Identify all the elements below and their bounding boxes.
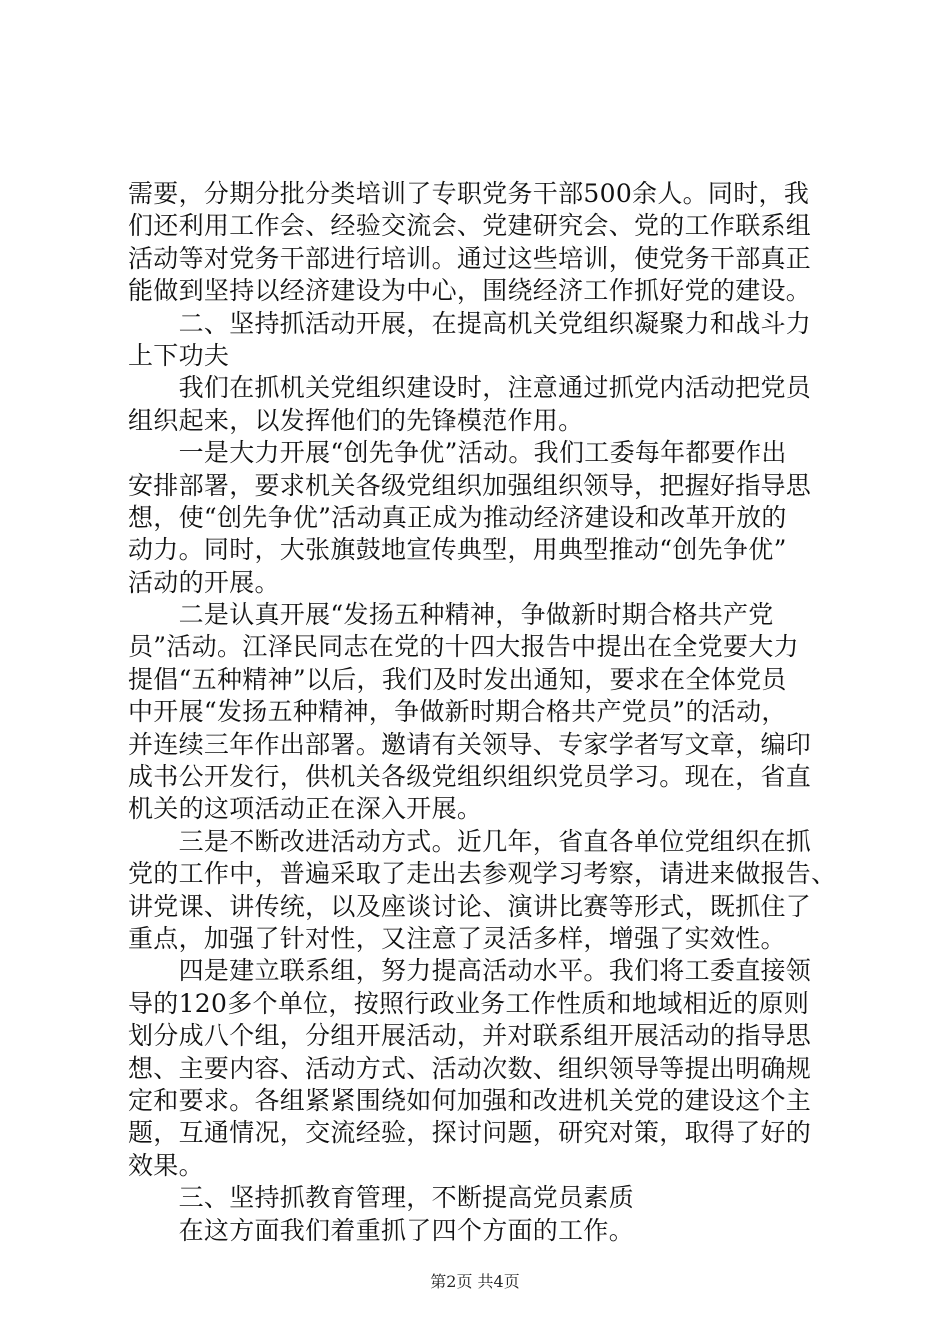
text-line: 想、主要内容、活动方式、活动次数、组织领导等提出明确规: [128, 1053, 812, 1083]
text-line: 组织起来，以发挥他们的先锋模范作用。: [128, 405, 584, 435]
text-line: 机关的这项活动正在深入开展。: [128, 794, 483, 824]
text-line: 二是认真开展“发扬五种精神，争做新时期合格共产党: [128, 600, 774, 630]
text-line: 讲党课、讲传统，以及座谈讨论、演讲比赛等形式，既抓住了: [128, 891, 812, 921]
text-line: 导的120多个单位，按照行政业务工作性质和地域相近的原则: [128, 988, 810, 1018]
text-line: 三是不断改进活动方式。近几年，省直各单位党组织在抓: [128, 826, 812, 856]
page-number-label: 第2页 共4页: [430, 1272, 520, 1291]
text-line: 想，使“创先争优”活动真正成为推动经济建设和改革开放的: [128, 502, 787, 532]
text-line: 在这方面我们着重抓了四个方面的工作。: [128, 1215, 635, 1245]
section-heading-line: 上下功夫: [128, 340, 230, 370]
text-line: 动力。同时，大张旗鼓地宣传典型，用典型推动“创先争优”: [128, 535, 787, 565]
text-line: 一是大力开展“创先争优”活动。我们工委每年都要作出: [128, 438, 787, 468]
text-line: 定和要求。各组紧紧围绕如何加强和改进机关党的建设这个主: [128, 1085, 812, 1115]
text-line: 需要，分期分批分类培训了专职党务干部500余人。同时，我: [128, 179, 810, 208]
text-line: 中开展“发扬五种精神，争做新时期合格共产党员”的活动，: [128, 697, 787, 727]
page-footer: [0, 1269, 950, 1292]
section-heading-line: 三、坚持抓教育管理，不断提高党员素质: [128, 1183, 635, 1213]
text-line: 并连续三年作出部署。邀请有关领导、专家学者写文章，编印: [128, 729, 812, 759]
text-line: 我们在抓机关党组织建设时，注意通过抓党内活动把党员: [128, 373, 812, 403]
text-line: 们还利用工作会、经验交流会、党建研究会、党的工作联系组: [128, 211, 812, 241]
text-line: 党的工作中，普遍采取了走出去参观学习考察，请进来做报告、: [128, 859, 837, 889]
text-line: 安排部署，要求机关各级党组织加强组织领导，把握好指导思: [128, 470, 812, 500]
text-line: 效果。: [128, 1150, 204, 1180]
text-line: 能做到坚持以经济建设为中心，围绕经济工作抓好党的建设。: [128, 276, 812, 306]
text-line: 活动的开展。: [128, 567, 280, 597]
section-heading-line: 二、坚持抓活动开展，在提高机关党组织凝聚力和战斗力: [128, 308, 812, 338]
text-line: 四是建立联系组，努力提高活动水平。我们将工委直接领: [128, 956, 812, 986]
text-line: 题，互通情况，交流经验，探讨问题，研究对策，取得了好的: [128, 1118, 812, 1148]
text-line: 重点，加强了针对性，又注意了灵活多样，增强了实效性。: [128, 923, 786, 953]
text-line: 提倡“五种精神”以后，我们及时发出通知，要求在全体党员: [128, 664, 787, 694]
document-body: [128, 178, 837, 1247]
text-line: 成书公开发行，供机关各级党组织组织党员学习。现在，省直: [128, 762, 812, 792]
text-line: 划分成八个组，分组开展活动，并对联系组开展活动的指导思: [128, 1021, 812, 1051]
text-line: 活动等对党务干部进行培训。通过这些培训，使党务干部真正: [128, 243, 812, 273]
text-line: 员”活动。江泽民同志在党的十四大报告中提出在全党要大力: [128, 632, 799, 662]
